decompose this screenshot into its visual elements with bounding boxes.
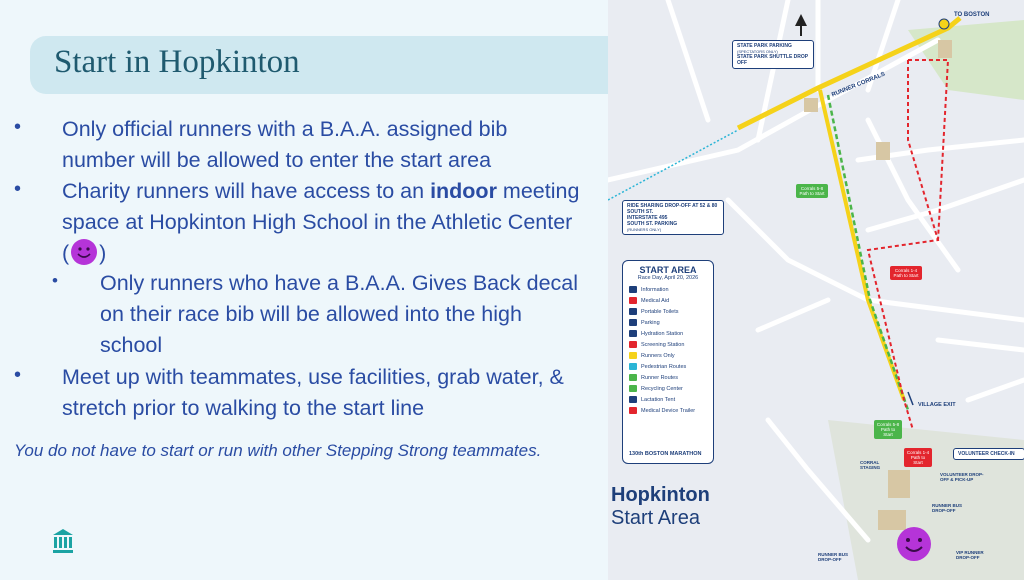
legend-item bbox=[623, 328, 713, 339]
bullet-4: Meet up with teammates, use facilities, grab water, & stretch prior to walking to the start line bbox=[62, 365, 564, 420]
start-area-map bbox=[608, 0, 1024, 580]
legend-icon bbox=[629, 385, 637, 392]
corrals-1-4-box: Corrals 1-4 Path to Start bbox=[890, 266, 922, 280]
legend-item bbox=[623, 350, 713, 361]
map-legend bbox=[622, 260, 714, 464]
legend-item bbox=[623, 361, 713, 372]
to-boston-label: TO BOSTON bbox=[954, 12, 990, 18]
ride-sharing-label: RIDE SHARING DROP-OFF AT 52 & 80 SOUTH ST. bbox=[627, 203, 718, 215]
legend-icon bbox=[629, 396, 637, 403]
legend-item-label: Hydration Station bbox=[641, 330, 684, 337]
legend-list bbox=[623, 284, 713, 416]
runner-bus-dropoff-left: RUNNER BUS DROP-OFF bbox=[818, 552, 849, 562]
legend-icon bbox=[629, 374, 637, 381]
legend-date: Race Day, April 20, 2026 bbox=[637, 275, 699, 281]
runner-bus-dropoff-right: RUNNER BUS DROP-OFF bbox=[932, 503, 963, 513]
legend-item-label: Screening Station bbox=[641, 341, 685, 348]
legend-icon bbox=[629, 363, 637, 370]
legend-item-label: Runner Routes bbox=[641, 374, 678, 381]
legend-item bbox=[623, 317, 713, 328]
runners-only-label: (RUNNERS ONLY) bbox=[627, 227, 662, 232]
legend-title: START AREA bbox=[639, 265, 697, 275]
legend-item-label: Information bbox=[641, 286, 669, 293]
page-title: Start in Hopkinton bbox=[54, 44, 300, 80]
legend-item bbox=[623, 339, 713, 350]
institution-logo-icon bbox=[52, 528, 74, 559]
legend-icon bbox=[629, 352, 637, 359]
map-title-line-2: Start Area bbox=[611, 507, 700, 529]
volunteer-dropoff-label: VOLUNTEER DROP-OFF & PICK-UP bbox=[940, 472, 984, 482]
spectators-only-label: (SPECTATORS ONLY) bbox=[737, 49, 778, 54]
bullet-2-text: Charity runners will have access to an bbox=[62, 179, 431, 203]
ride-sharing-tag bbox=[622, 200, 724, 235]
legend-icon bbox=[629, 297, 637, 304]
legend-item-label: Portable Toilets bbox=[641, 308, 679, 315]
vip-runner-dropoff: VIP RUNNER DROP-OFF bbox=[956, 550, 984, 560]
legend-icon bbox=[629, 330, 637, 337]
south-parking-label: SOUTH ST. PARKING bbox=[627, 221, 678, 227]
bullet-dot: • bbox=[14, 116, 22, 138]
map-title bbox=[611, 484, 710, 530]
legend-item-label: Pedestrian Routes bbox=[641, 363, 687, 370]
bullet-dot: • bbox=[14, 364, 22, 386]
bullet-1: Only official runners with a B.A.A. assigned bib number will be allowed to enter the start area bbox=[62, 117, 508, 172]
bullet-dot: • bbox=[14, 178, 22, 200]
legend-footer: 130th BOSTON MARATHON bbox=[629, 451, 702, 457]
bullet-2-text-cont: meeting space at Hopkinton High School in the Athletic Center ( bbox=[62, 179, 580, 265]
legend-item-label: Medical Aid bbox=[641, 297, 670, 304]
map-title-line-1: Hopkinton bbox=[611, 484, 710, 506]
corrals-5-8-box: Corrals 5-8 Path to Start bbox=[796, 184, 828, 198]
note-text: You do not have to start or run with other Stepping Strong teammates. bbox=[14, 441, 542, 460]
legend-icon bbox=[629, 341, 637, 348]
legend-item-label: Medical Device Trailer bbox=[641, 407, 696, 414]
legend-item-label: Lactation Tent bbox=[641, 396, 676, 403]
state-park-parking-tag bbox=[732, 40, 814, 69]
legend-item bbox=[623, 405, 713, 416]
shuttle-dropoff-label: STATE PARK SHUTTLE DROP OFF bbox=[737, 54, 809, 66]
corrals-5-8-start-box: Corrals 5-8 Path to Start bbox=[874, 420, 902, 439]
legend-item-label: Runners Only bbox=[641, 352, 675, 359]
bullet-3-sub: Only runners who have a B.A.A. Gives Back decal on their race bib will be allowed into the high school bbox=[100, 271, 579, 357]
legend-item bbox=[623, 383, 713, 394]
legend-item bbox=[623, 284, 713, 295]
legend-item bbox=[623, 394, 713, 405]
state-park-parking-label: STATE PARK PARKING bbox=[737, 43, 792, 49]
legend-item-label: Recycling Center bbox=[641, 385, 683, 392]
interstate-label: INTERSTATE 495 bbox=[627, 215, 668, 221]
bullet-2 bbox=[62, 176, 582, 269]
bullet-2-bold: indoor bbox=[430, 179, 497, 203]
volunteer-checkin-tag: VOLUNTEER CHECK-IN bbox=[953, 448, 1024, 460]
bullet-2-end: ) bbox=[99, 241, 107, 265]
legend-item-label: Parking bbox=[641, 319, 660, 326]
legend-item bbox=[623, 372, 713, 383]
legend-icon bbox=[629, 308, 637, 315]
legend-icon bbox=[629, 319, 637, 326]
legend-item bbox=[623, 306, 713, 317]
smiley-icon bbox=[71, 239, 97, 265]
corral-staging-label: CORRAL STAGING bbox=[860, 460, 881, 470]
legend-icon bbox=[629, 286, 637, 293]
corrals-1-4-start-box: Corrals 1-4 Path to Start bbox=[904, 448, 932, 467]
legend-icon bbox=[629, 407, 637, 414]
runner-corrals-label: RUNNER CORRALS bbox=[830, 71, 887, 99]
bullet-dot: • bbox=[52, 271, 58, 290]
legend-item bbox=[623, 295, 713, 306]
village-exit-label: VILLAGE EXIT bbox=[918, 402, 956, 408]
